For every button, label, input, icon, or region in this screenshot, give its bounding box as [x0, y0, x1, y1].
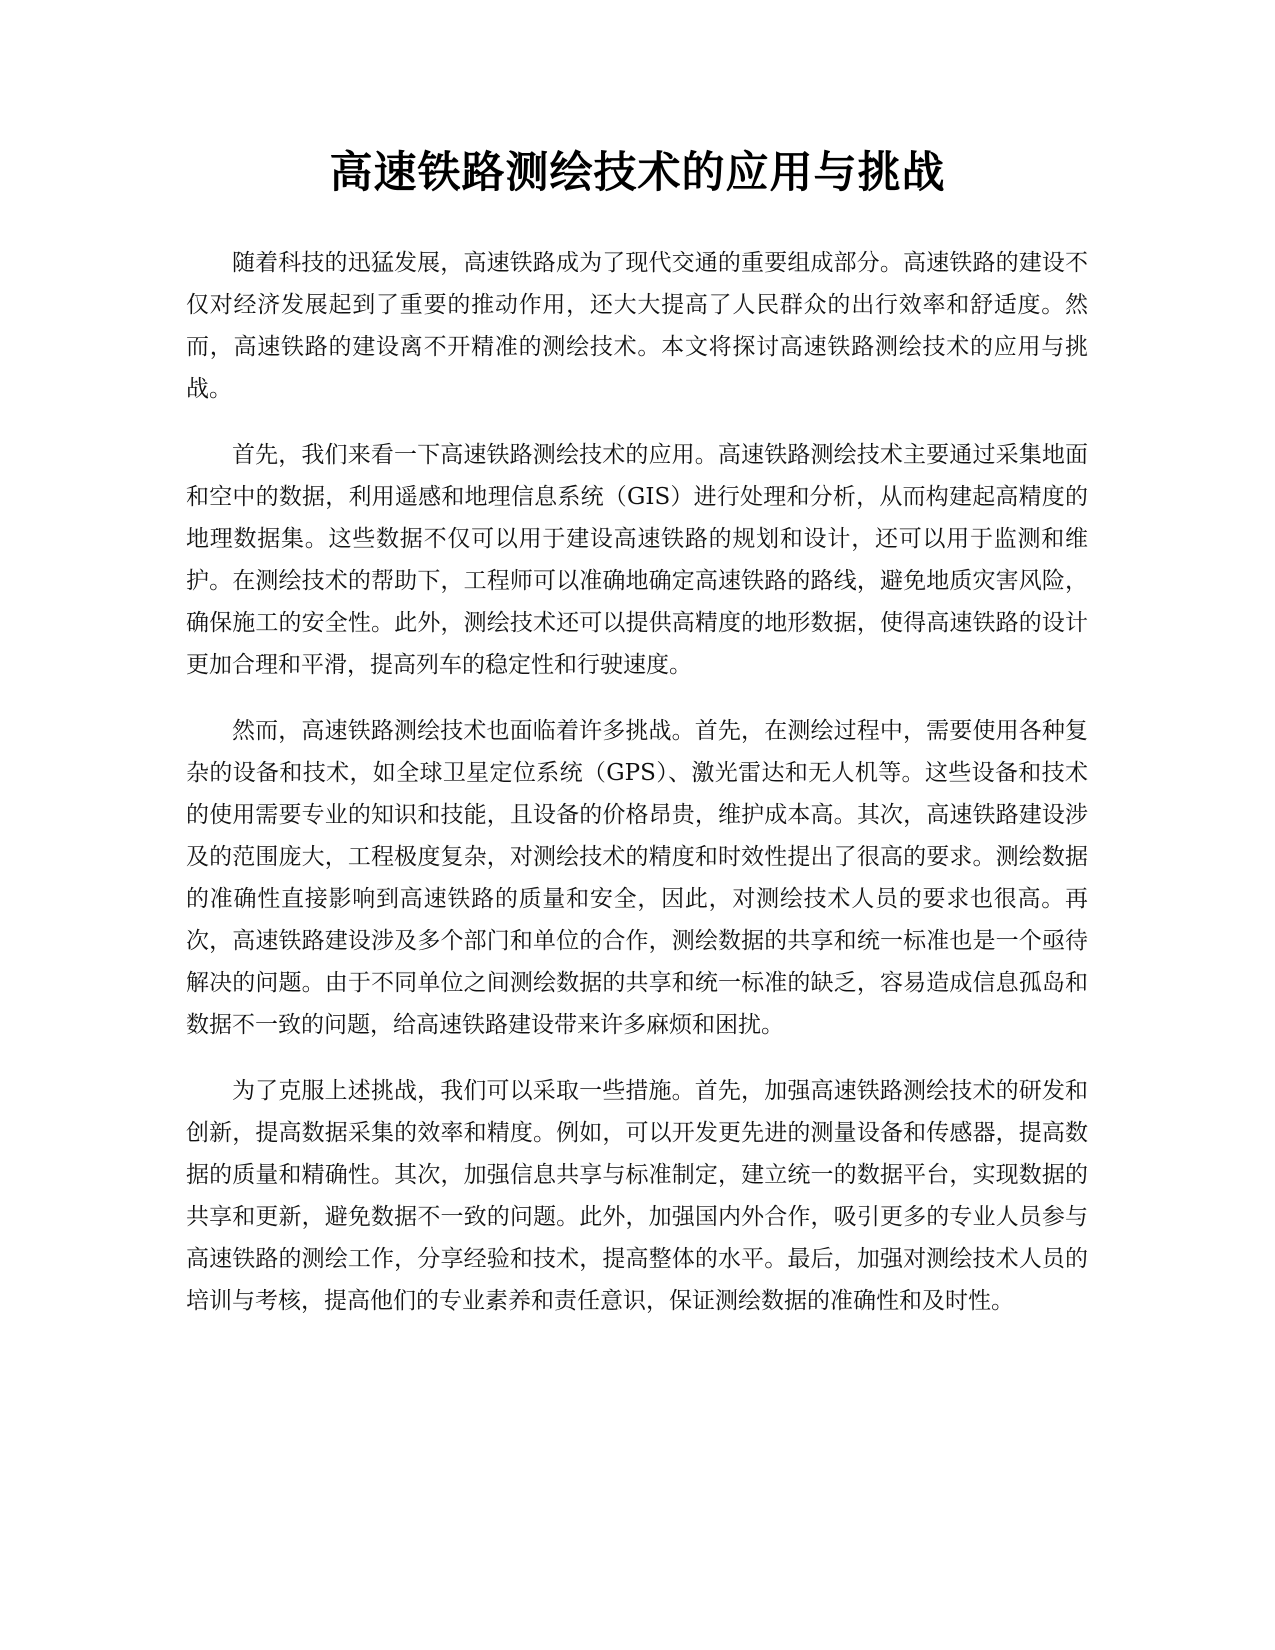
document-title: 高速铁路测绘技术的应用与挑战	[329, 148, 946, 198]
paragraph-1: 随着科技的迅猛发展，高速铁路成为了现代交通的重要组成部分。高速铁路的建设不仅对经济发展起到了重要的推动作用，还大大提高了人民群众的出行效率和舒适度。然而，高速铁路的建设离不开精准的测绘技术。本文将探讨高速铁路测绘技术的应用与挑战。	[186, 250, 1088, 402]
paragraph-2: 首先，我们来看一下高速铁路测绘技术的应用。高速铁路测绘技术主要通过采集地面和空中的数据，利用遥感和地理信息系统（GIS）进行处理和分析，从而构建起高精度的地理数据集。这些数据不仅可以用于建设高速铁路的规划和设计，还可以用于监测和维护。在测绘技术的帮助下，工程师可以准确地确定高速铁路的路线，避免地质灾害风险，确保施工的安全性。此外，测绘技术还可以提供高精度的地形数据，使得高速铁路的设计更加合理和平滑，提高列车的稳定性和行驶速度。	[186, 442, 1088, 678]
document-body	[186, 242, 1088, 1346]
paragraph-4: 为了克服上述挑战，我们可以采取一些措施。首先，加强高速铁路测绘技术的研发和创新，提高数据采集的效率和精度。例如，可以开发更先进的测量设备和传感器，提高数据的质量和精确性。其次，加强信息共享与标准制定，建立统一的数据平台，实现数据的共享和更新，避免数据不一致的问题。此外，加强国内外合作，吸引更多的专业人员参与高速铁路的测绘工作，分享经验和技术，提高整体的水平。最后，加强对测绘技术人员的培训与考核，提高他们的专业素养和责任意识，保证测绘数据的准确性和及时性。	[186, 1078, 1088, 1314]
paragraph-3: 然而，高速铁路测绘技术也面临着许多挑战。首先，在测绘过程中，需要使用各种复杂的设备和技术，如全球卫星定位系统（GPS）、激光雷达和无人机等。这些设备和技术的使用需要专业的知识和技能，且设备的价格昂贵，维护成本高。其次，高速铁路建设涉及的范围庞大，工程极度复杂，对测绘技术的精度和时效性提出了很高的要求。测绘数据的准确性直接影响到高速铁路的质量和安全，因此，对测绘技术人员的要求也很高。再次，高速铁路建设涉及多个部门和单位的合作，测绘数据的共享和统一标准也是一个亟待解决的问题。由于不同单位之间测绘数据的共享和统一标准的缺乏，容易造成信息孤岛和数据不一致的问题，给高速铁路建设带来许多麻烦和困扰。	[186, 718, 1088, 1038]
